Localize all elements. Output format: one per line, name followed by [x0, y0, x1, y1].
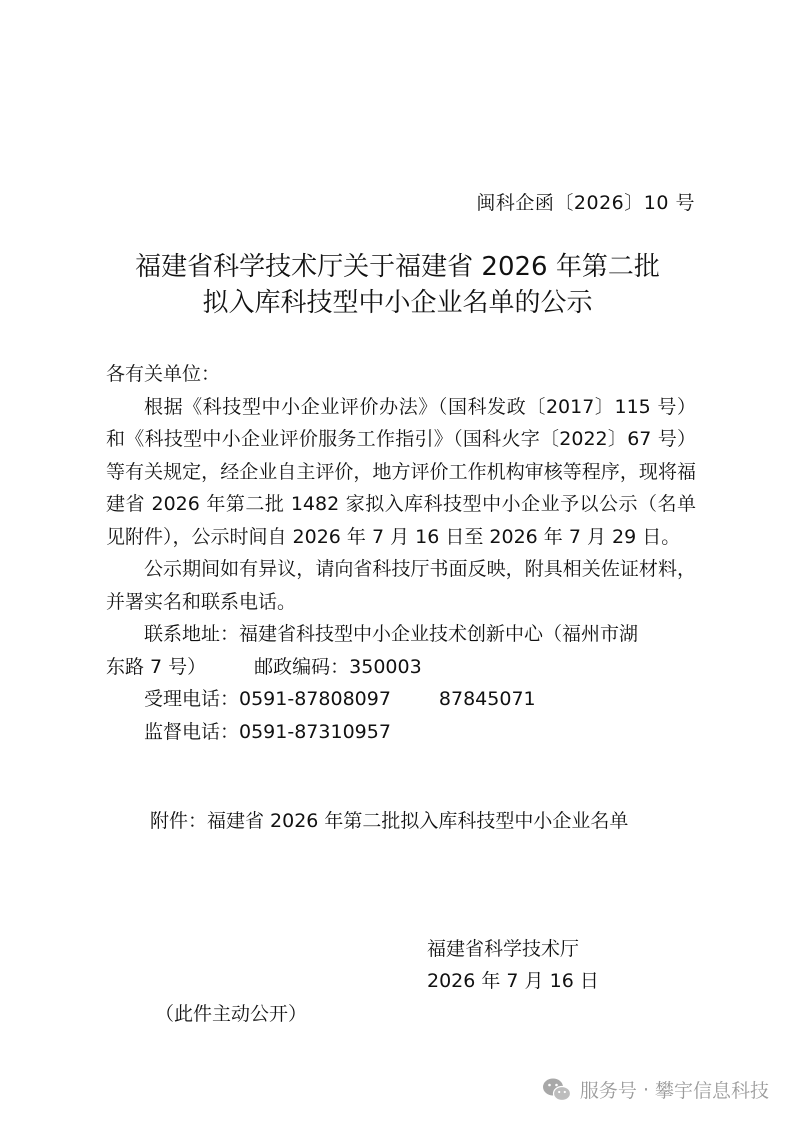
attachment-note: 附件：福建省 2026 年第二批拟入库科技型中小企业名单 [150, 810, 629, 832]
postcode: 邮政编码：350003 [254, 655, 422, 678]
signature-block [427, 933, 599, 997]
title-line-1: 福建省科学技术厅关于福建省 2026 年第二批 [135, 252, 660, 282]
watermark-part-2: 攀宇信息科技 [654, 1080, 769, 1102]
contact-address: 联系地址：福建省科技型中小企业技术创新中心（福州市湖 [144, 623, 639, 645]
document-number: 闽科企函〔2026〕10 号 [476, 192, 695, 214]
supervise-phone: 监督电话：0591-87310957 [144, 720, 391, 743]
document-body [106, 358, 696, 748]
watermark-part-1: 服务号 [579, 1080, 637, 1102]
address-line-2: 东路 7 号） [106, 655, 207, 678]
public-note: （此件主动公开） [155, 1003, 308, 1025]
watermark-separator: · [642, 1078, 649, 1101]
wechat-icon [542, 1077, 572, 1103]
document-title [90, 249, 705, 321]
paragraph-main: 根据《科技型中小企业评价办法》（国科发政〔2017〕115 号）和《科技型中小企业评价服务工作指引》（国科火字〔2022〕67 号）等有关规定，经企业自主评价，地方评价工作机构审核等程序，现将福建省 2026 年第二批 1482 家拟入库科技型中小企业予以公示（名单见附件），公示时间自 2026 年 7 月 16 日至 2026 年 7 月 29 日。 [106, 395, 696, 548]
paragraph-objection: 公示期间如有异议，请向省科技厅书面反映，附具相关佐证材料，并署实名和联系电话。 [106, 558, 696, 613]
salutation: 各有关单位： [106, 363, 221, 385]
title-line-2: 拟入库科技型中小企业名单的公示 [202, 288, 593, 318]
signature-date: 2026 年 7 月 16 日 [427, 970, 599, 992]
contact-phone [106, 683, 696, 716]
phone-primary: 受理电话：0591-87808097 [144, 688, 391, 710]
signature-org: 福建省科学技术厅 [427, 938, 580, 960]
contact-address-cont [106, 651, 696, 684]
watermark [542, 1076, 769, 1103]
phone-secondary: 87845071 [438, 688, 536, 710]
